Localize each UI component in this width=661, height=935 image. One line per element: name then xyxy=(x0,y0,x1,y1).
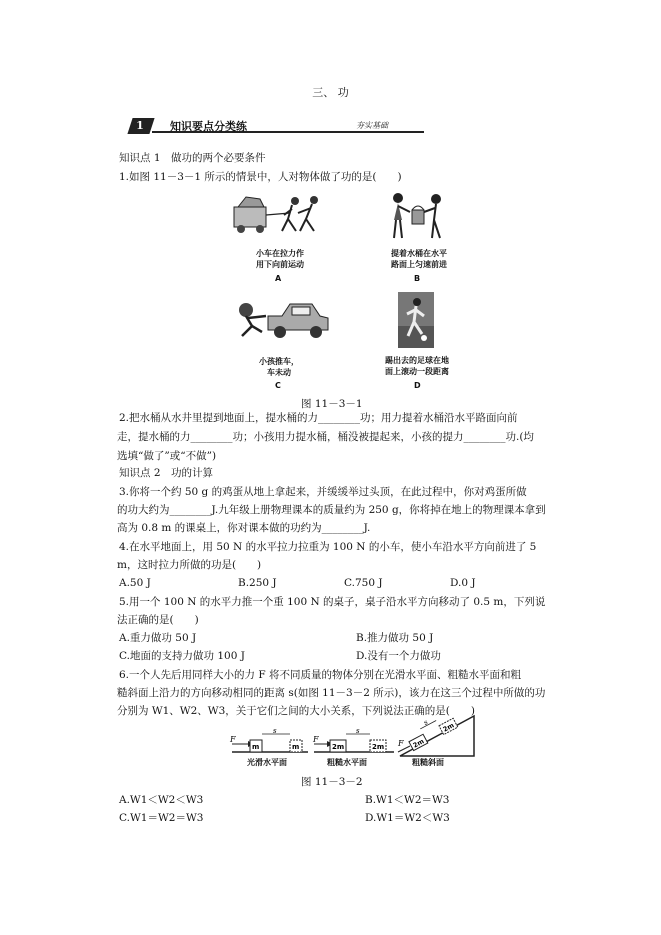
caption-b-line1: 提着水桶在水平 xyxy=(391,249,447,258)
question-1: 1.如图 11－3－1 所示的情景中，人对物体做了功的是( ) xyxy=(119,171,402,183)
question-5-option-d: D.没有一个力做功 xyxy=(356,650,441,662)
question-4-line1: 4.在水平地面上，用 50 N 的水平拉力拉重为 100 N 的小车，使小车沿水平方向前进了 5 xyxy=(119,541,537,553)
mass-label-1: m xyxy=(252,743,260,751)
question-4-option-c: C.750 J xyxy=(344,577,383,589)
distance-label-1: s xyxy=(273,727,277,735)
figure-1-label: 图 11－3－1 xyxy=(301,398,363,410)
mass-label-2b: 2m xyxy=(372,743,385,751)
figure-d-soccer-photo xyxy=(398,292,434,348)
knowledge-point-2: 知识点 2 功的计算 xyxy=(119,467,214,479)
question-4-option-a: A.50 J xyxy=(119,577,151,589)
caption-d xyxy=(375,355,459,377)
question-2-line1: 2.把水桶从水井里提到地面上，提水桶的力________功；用力提着水桶沿水平路面向前 xyxy=(119,412,518,424)
figure-c-push-car-illustration xyxy=(230,296,330,342)
mass-label-1b: m xyxy=(292,743,300,751)
caption-a-line2: 用下向前运动 xyxy=(256,260,304,269)
question-6-line2: 糙斜面上沿力的方向移动相同的距离 s(如图 11－3－2 所示)，该力在这三个过程中所做的功 xyxy=(117,687,546,699)
caption-c xyxy=(244,356,314,378)
mass-label-3b: 2m xyxy=(441,721,456,734)
caption-b xyxy=(378,248,460,270)
question-5-line1: 5.用一个 100 N 的水平力推一个重 100 N 的桌子，桌子沿水平方向移动了 0.5 m，下列说 xyxy=(119,596,546,608)
caption-c-line1: 小孩推车， xyxy=(259,357,299,366)
caption-d-line1: 踢出去的足球在地 xyxy=(385,356,449,365)
banner-title: 知识要点分类练 xyxy=(170,120,247,133)
question-3-line1: 3.你将一个约 50 g 的鸡蛋从地上拿起来，并缓缓举过头顶，在此过程中，你对鸡蛋所做 xyxy=(119,486,527,498)
banner-subtitle: 夯实基础 xyxy=(356,121,388,130)
caption-d-line2: 面上滚动一段距离 xyxy=(385,367,449,376)
figure-b-carry-bucket-illustration xyxy=(380,190,454,244)
mass-label-2: 2m xyxy=(332,743,345,751)
question-5-option-a: A.重力做功 50 J xyxy=(119,632,197,644)
question-3-line3: 高为 0.8 m 的课桌上，你对课本做的功约为________J. xyxy=(117,522,371,534)
section-banner xyxy=(130,118,424,134)
banner-number: 1 xyxy=(136,119,144,132)
question-6-line3: 分别为 W1、W2、W3，关于它们之间的大小关系，下列说法正确的是( ) xyxy=(117,705,475,717)
force-label-3: F xyxy=(398,739,404,748)
distance-label-3: s xyxy=(422,718,430,728)
question-6-option-c: C.W1＝W2＝W3 xyxy=(119,812,204,824)
question-2-line3: 选填“做了”或“不做”) xyxy=(117,450,217,462)
question-3-line2: 的功大约为________J.九年级上册物理课本的质量约为 250 g，你将掉在地上的物理课本拿到 xyxy=(117,504,546,516)
knowledge-point-1: 知识点 1 做功的两个必要条件 xyxy=(119,152,266,164)
question-4-option-d: D.0 J xyxy=(450,577,476,589)
fig2-caption-smooth: 光滑水平面 xyxy=(247,758,287,767)
option-letter-d: D xyxy=(414,381,421,390)
caption-a xyxy=(240,248,320,270)
distance-label-2: s xyxy=(356,727,360,735)
question-2-line2: 走，提水桶的力________功；小孩用力提水桶，桶没被提起来，小孩的提力________功.(均 xyxy=(117,431,534,443)
fig2-caption-incline: 粗糙斜面 xyxy=(412,758,444,767)
caption-a-line1: 小车在拉力作 xyxy=(256,249,304,258)
question-6-line1: 6.一个人先后用同样大小的力 F 将不同质量的物体分别在光滑水平面、粗糙水平面和粗 xyxy=(119,669,521,681)
banner-number-badge xyxy=(127,118,154,134)
page-title: 三、 功 xyxy=(312,86,349,99)
figure-a-cart-pull-illustration xyxy=(232,193,332,239)
caption-c-line2: 车未动 xyxy=(267,368,291,377)
question-6-option-d: D.W1＝W2＜W3 xyxy=(365,812,450,824)
mass-label-3: 2m xyxy=(411,737,426,750)
option-letter-a: A xyxy=(275,274,282,283)
question-4-option-b: B.250 J xyxy=(238,577,277,589)
figure-2-label: 图 11－3－2 xyxy=(301,776,363,788)
option-letter-b: B xyxy=(414,274,421,283)
fig2-caption-rough: 粗糙水平面 xyxy=(327,758,367,767)
question-5-option-b: B.推力做功 50 J xyxy=(356,632,434,644)
question-6-option-a: A.W1＜W2＜W3 xyxy=(119,794,204,806)
question-4-line2: m，这时拉力所做的功是( ) xyxy=(117,559,262,571)
question-5-option-c: C.地面的支持力做功 100 J xyxy=(119,650,245,662)
caption-b-line2: 路面上匀速前进 xyxy=(391,260,447,269)
option-letter-c: C xyxy=(275,381,281,390)
question-5-line2: 法正确的是( ) xyxy=(117,614,199,626)
question-6-option-b: B.W1＜W2＝W3 xyxy=(365,794,450,806)
force-label-1: F xyxy=(230,735,236,744)
force-label-2: F xyxy=(313,735,319,744)
